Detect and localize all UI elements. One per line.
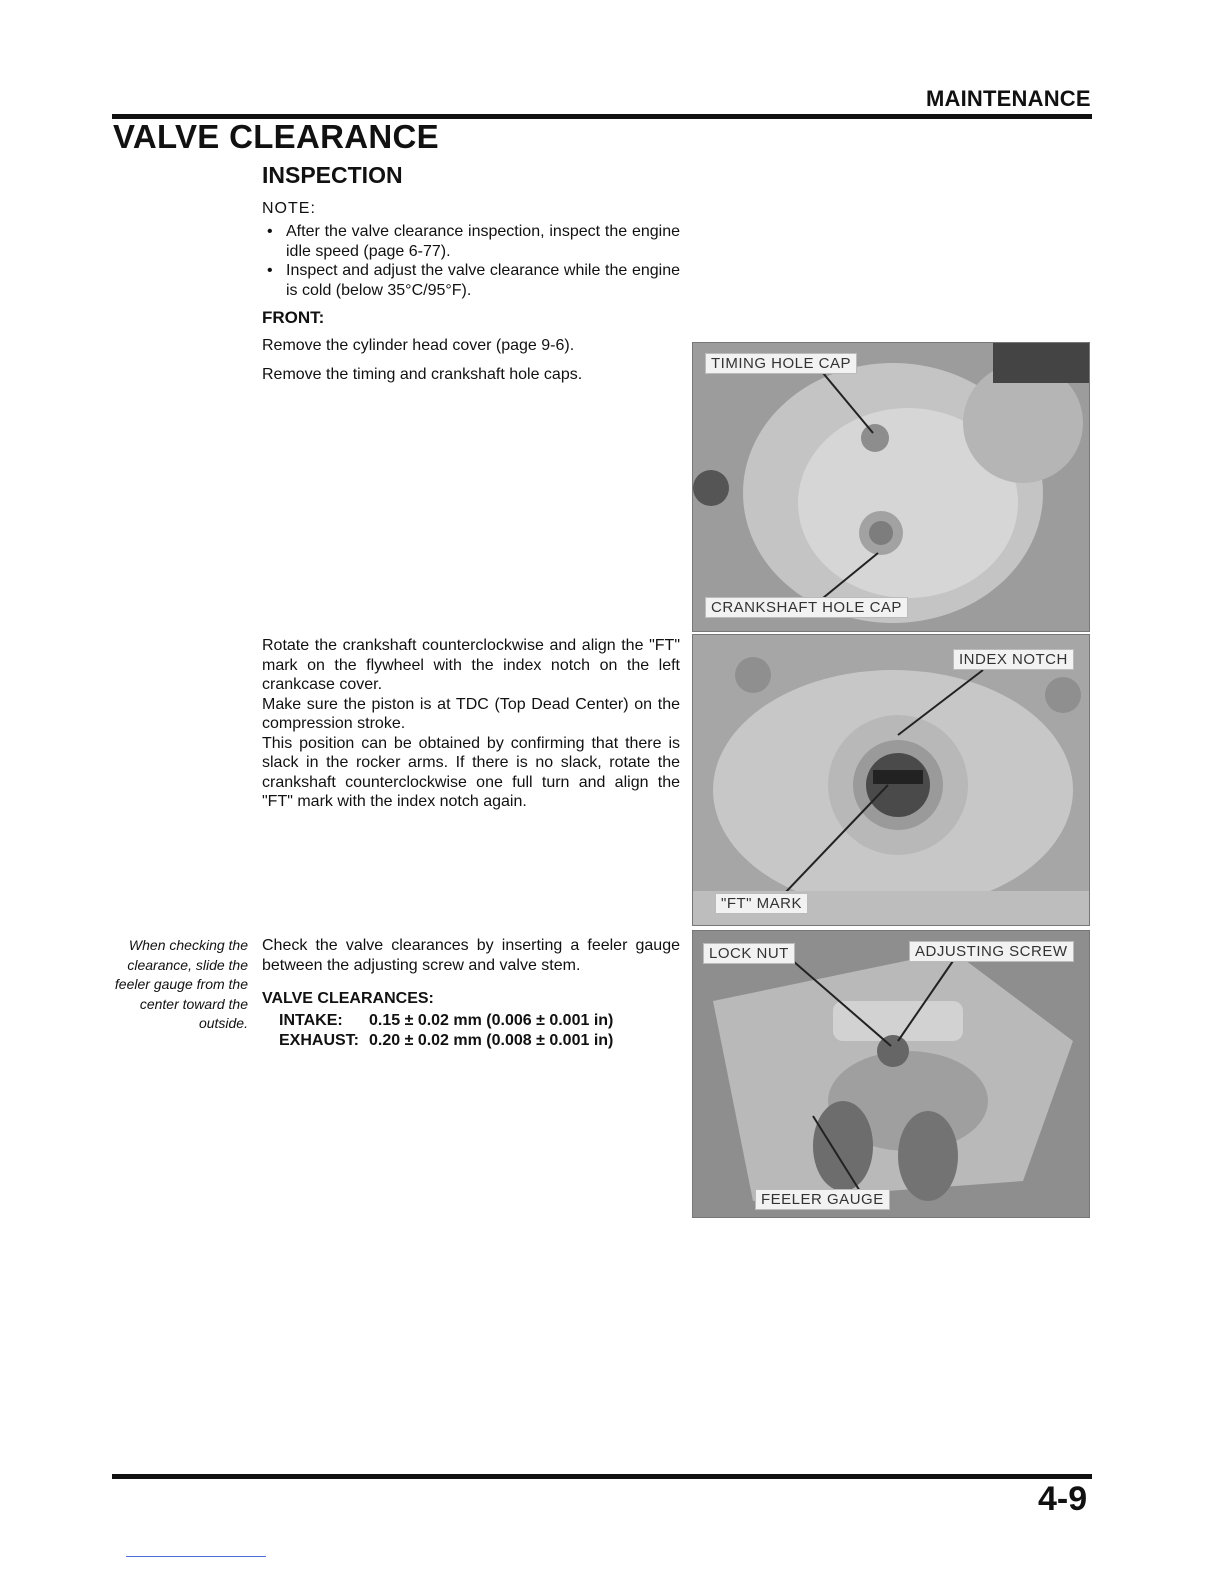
subsection-title: INSPECTION xyxy=(262,162,403,188)
front-label: FRONT: xyxy=(262,308,325,327)
engine-cover-illustration xyxy=(693,343,1089,631)
exhaust-spec: EXHAUST: 0.20 ± 0.02 mm (0.008 ± 0.001 in) xyxy=(279,1032,614,1049)
callout-feeler-gauge: FEELER GAUGE xyxy=(755,1189,890,1210)
side-note: When checking the clearance, slide the feeler gauge from the center toward the outside. xyxy=(114,937,248,1031)
note-list xyxy=(262,222,680,300)
valve-clearances-label: VALVE CLEARANCES: xyxy=(262,990,434,1007)
footer-link-line xyxy=(126,1556,266,1557)
page-number: 4-9 xyxy=(1038,1480,1088,1518)
callout-lock-nut: LOCK NUT xyxy=(703,943,795,964)
section-header: MAINTENANCE xyxy=(926,86,1091,111)
flywheel-inspection-illustration xyxy=(693,635,1089,925)
rotate-instructions: Rotate the crankshaft counterclockwise and align the "FT" mark on the flywheel with the index notch on the left crankcase cover. Make sure the piston is at TDC (Top Dead Center) on the compression stroke. This position can be obtained by confirming that there is slack in the rocker arms. If there is no slack, rotate the crankshaft counterclockwise one full turn and align the "FT" mark with the index notch again. xyxy=(262,637,680,810)
photo-timing-hole-caps xyxy=(692,342,1090,632)
note-item: • After the valve clearance inspection, inspect the engine idle speed (page 6-77). xyxy=(267,223,680,260)
photo-valve-adjust xyxy=(692,930,1090,1218)
callout-crankshaft-hole-cap: CRANKSHAFT HOLE CAP xyxy=(705,597,908,618)
photo-index-notch xyxy=(692,634,1090,926)
bottom-divider xyxy=(112,1474,1092,1479)
front-step-2: Remove the timing and crankshaft hole caps. xyxy=(262,366,583,383)
note-label: NOTE: xyxy=(262,200,316,217)
callout-ft-mark: "FT" MARK xyxy=(715,893,808,914)
callout-adjusting-screw: ADJUSTING SCREW xyxy=(909,941,1074,962)
callout-index-notch: INDEX NOTCH xyxy=(953,649,1074,670)
bullet-icon: • xyxy=(267,262,273,279)
check-instructions: Check the valve clearances by inserting a feeler gauge between the adjusting screw and valve stem. xyxy=(262,937,680,974)
page-title: VALVE CLEARANCE xyxy=(113,118,439,155)
note-item: • Inspect and adjust the valve clearance while the engine is cold (below 35°C/95°F). xyxy=(267,262,680,299)
front-step-1: Remove the cylinder head cover (page 9-6). xyxy=(262,337,575,354)
callout-timing-hole-cap: TIMING HOLE CAP xyxy=(705,353,857,374)
rocker-arm-illustration xyxy=(693,931,1089,1217)
bullet-icon: • xyxy=(267,223,273,240)
intake-spec: INTAKE: 0.15 ± 0.02 mm (0.006 ± 0.001 in) xyxy=(279,1012,614,1029)
